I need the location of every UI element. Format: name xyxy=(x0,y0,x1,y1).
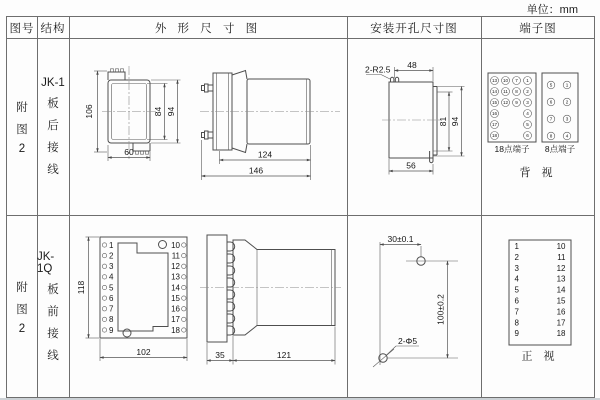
row1-front-dimensions xyxy=(84,71,181,161)
row1-mounting-dimensions xyxy=(365,60,465,175)
header-mounting: 安装开孔尺寸图 xyxy=(370,22,458,35)
terminal-number: 16 xyxy=(171,304,180,314)
terminal-number: 12 xyxy=(556,263,566,273)
header-outline: 外 形 尺 寸 图 xyxy=(154,22,262,35)
dim-35-label: 35 xyxy=(215,350,225,360)
dim-94-label: 94 xyxy=(450,116,460,127)
row2-side-view-drawing xyxy=(200,218,345,398)
header-divider xyxy=(7,38,594,39)
terminal-18-label: 18点端子 xyxy=(494,144,530,154)
terminal-number: 15 xyxy=(556,296,566,306)
rear-view-label: 背 视 xyxy=(519,167,557,179)
terminal-number: 1 xyxy=(109,240,114,250)
row2-mounting-drawing xyxy=(346,218,480,398)
terminal-number: 6 xyxy=(514,296,519,306)
mount-hole xyxy=(123,329,131,337)
terminal-number: 11 xyxy=(503,89,508,95)
row2-mounting-dimensions xyxy=(380,234,448,358)
row2-fig-no: 附 图 2 xyxy=(16,281,28,335)
dim-106-label: 106 xyxy=(84,104,94,119)
terminal-number: 13 xyxy=(491,78,498,84)
row1-mounting-drawing xyxy=(346,45,480,215)
terminal-number: 5 xyxy=(109,283,114,293)
terminal-number: 15 xyxy=(491,100,498,106)
front-view-label: 正 视 xyxy=(521,350,559,363)
terminal-number: 3 xyxy=(514,263,519,273)
terminal-number: 3 xyxy=(109,262,114,272)
terminal-number: 1 xyxy=(526,78,529,84)
dim-84-label: 84 xyxy=(153,106,163,117)
dim-60-label: 60 xyxy=(124,147,134,157)
dim-124-label: 124 xyxy=(257,149,273,160)
terminal-number: 3 xyxy=(565,116,569,122)
terminal-number: 6 xyxy=(109,293,114,303)
row2-structure: JK-1Q 板 前 接 线 xyxy=(37,250,59,362)
unit-label: 单位：mm xyxy=(526,4,578,16)
row1-side-view-drawing xyxy=(200,45,345,215)
row1-side-dimensions xyxy=(202,140,311,180)
terminal-number: 9 xyxy=(514,329,519,339)
terminal-number: 2 xyxy=(526,89,529,95)
terminal-number: 17 xyxy=(171,315,180,325)
terminal-number: 8 xyxy=(109,315,114,325)
row1-front-view-drawing xyxy=(75,45,200,215)
terminal-number: 6 xyxy=(526,133,529,139)
row2-front-view-drawing xyxy=(75,218,200,398)
dim-100-label: 100±0.2 xyxy=(435,294,446,325)
terminal-number: 9 xyxy=(515,100,518,106)
terminal-number: 5 xyxy=(514,285,519,295)
terminal-list-box xyxy=(509,240,571,345)
dim-81-label: 81 xyxy=(438,116,448,127)
row-divider xyxy=(7,215,594,216)
terminal-screw xyxy=(202,84,214,92)
terminal-number: 13 xyxy=(171,272,180,282)
terminal-number: 14 xyxy=(171,283,180,293)
terminal-number: 13 xyxy=(556,274,566,284)
terminal-number: 11 xyxy=(557,252,566,262)
terminal-number: 8 xyxy=(515,89,518,95)
radius-label: 2-R2.5 xyxy=(365,64,391,75)
relay-side-outline xyxy=(200,71,340,153)
header-terminal: 端子图 xyxy=(519,22,557,35)
terminal-8-label: 8点端子 xyxy=(544,144,576,154)
terminal-number: 2 xyxy=(109,251,114,261)
terminal-number: 10 xyxy=(556,242,566,251)
terminal-number: 4 xyxy=(526,111,529,117)
front-plate-outline xyxy=(100,237,187,338)
terminal-block-18 xyxy=(488,73,536,142)
terminal-number: 7 xyxy=(515,78,518,84)
terminal-number: 7 xyxy=(549,116,553,122)
dim-30-label: 30±0.1 xyxy=(387,234,414,244)
terminal-number: 15 xyxy=(171,293,180,303)
row2-terminal-diagram xyxy=(481,218,595,398)
terminal-number: 8 xyxy=(549,133,553,139)
terminal-number: 4 xyxy=(109,272,114,282)
terminal-number: 5 xyxy=(549,82,553,88)
terminal-number: 17 xyxy=(556,318,566,328)
dim-48-label: 48 xyxy=(407,60,417,70)
terminal-number: 7 xyxy=(109,304,114,314)
dim-118-label: 118 xyxy=(76,280,86,295)
row2-side-dimensions xyxy=(207,327,335,365)
relay-front-outline xyxy=(102,66,156,159)
terminal-number: 2 xyxy=(565,99,569,105)
terminal-number: 7 xyxy=(514,307,519,317)
panel-cutout-outline xyxy=(382,77,442,162)
terminal-number: 18 xyxy=(556,329,566,339)
terminal-number: 16 xyxy=(556,307,566,317)
terminal-number: 12 xyxy=(171,262,180,272)
dim-146-label: 146 xyxy=(248,165,264,176)
terminal-number: 17 xyxy=(491,122,498,128)
terminal-number: 14 xyxy=(491,89,498,95)
terminal-number: 16 xyxy=(491,111,498,117)
terminal-number: 5 xyxy=(526,122,529,128)
terminal-number: 11 xyxy=(171,251,180,261)
terminal-number: 10 xyxy=(171,240,180,250)
row1-fig-no: 附 图 2 xyxy=(16,101,28,155)
relay-q-side-outline xyxy=(200,235,341,342)
header-fig-no: 图号 xyxy=(9,22,35,35)
terminal-number: 12 xyxy=(502,100,509,106)
terminal-number: 9 xyxy=(109,325,114,335)
terminal-number: 3 xyxy=(526,100,529,106)
terminal-number: 2 xyxy=(514,252,519,262)
header-structure: 结构 xyxy=(40,22,66,35)
column-divider xyxy=(69,17,70,397)
terminal-number: 1 xyxy=(514,242,519,251)
dim-56-label: 56 xyxy=(406,160,416,171)
terminal-number: 14 xyxy=(556,285,566,295)
dim-102-label: 102 xyxy=(136,347,151,357)
terminal-number: 4 xyxy=(514,274,519,284)
mount-hole xyxy=(159,241,167,249)
terminal-number: 18 xyxy=(171,325,180,335)
terminal-number: 1 xyxy=(565,82,569,88)
terminal-block-8 xyxy=(542,73,578,142)
dim-94-label: 94 xyxy=(166,106,176,117)
hole-size-label: 2-Φ5 xyxy=(398,336,418,346)
terminal-number: 10 xyxy=(502,78,509,84)
dim-121-label: 121 xyxy=(276,350,292,360)
row1-structure: JK-1 板 后 接 线 xyxy=(41,76,65,176)
terminal-number: 8 xyxy=(514,318,519,328)
terminal-number: 4 xyxy=(565,133,569,139)
terminal-screw xyxy=(202,131,214,139)
terminal-number: 6 xyxy=(549,99,553,105)
row1-terminal-diagram xyxy=(481,45,595,215)
terminal-number: 18 xyxy=(491,133,498,139)
